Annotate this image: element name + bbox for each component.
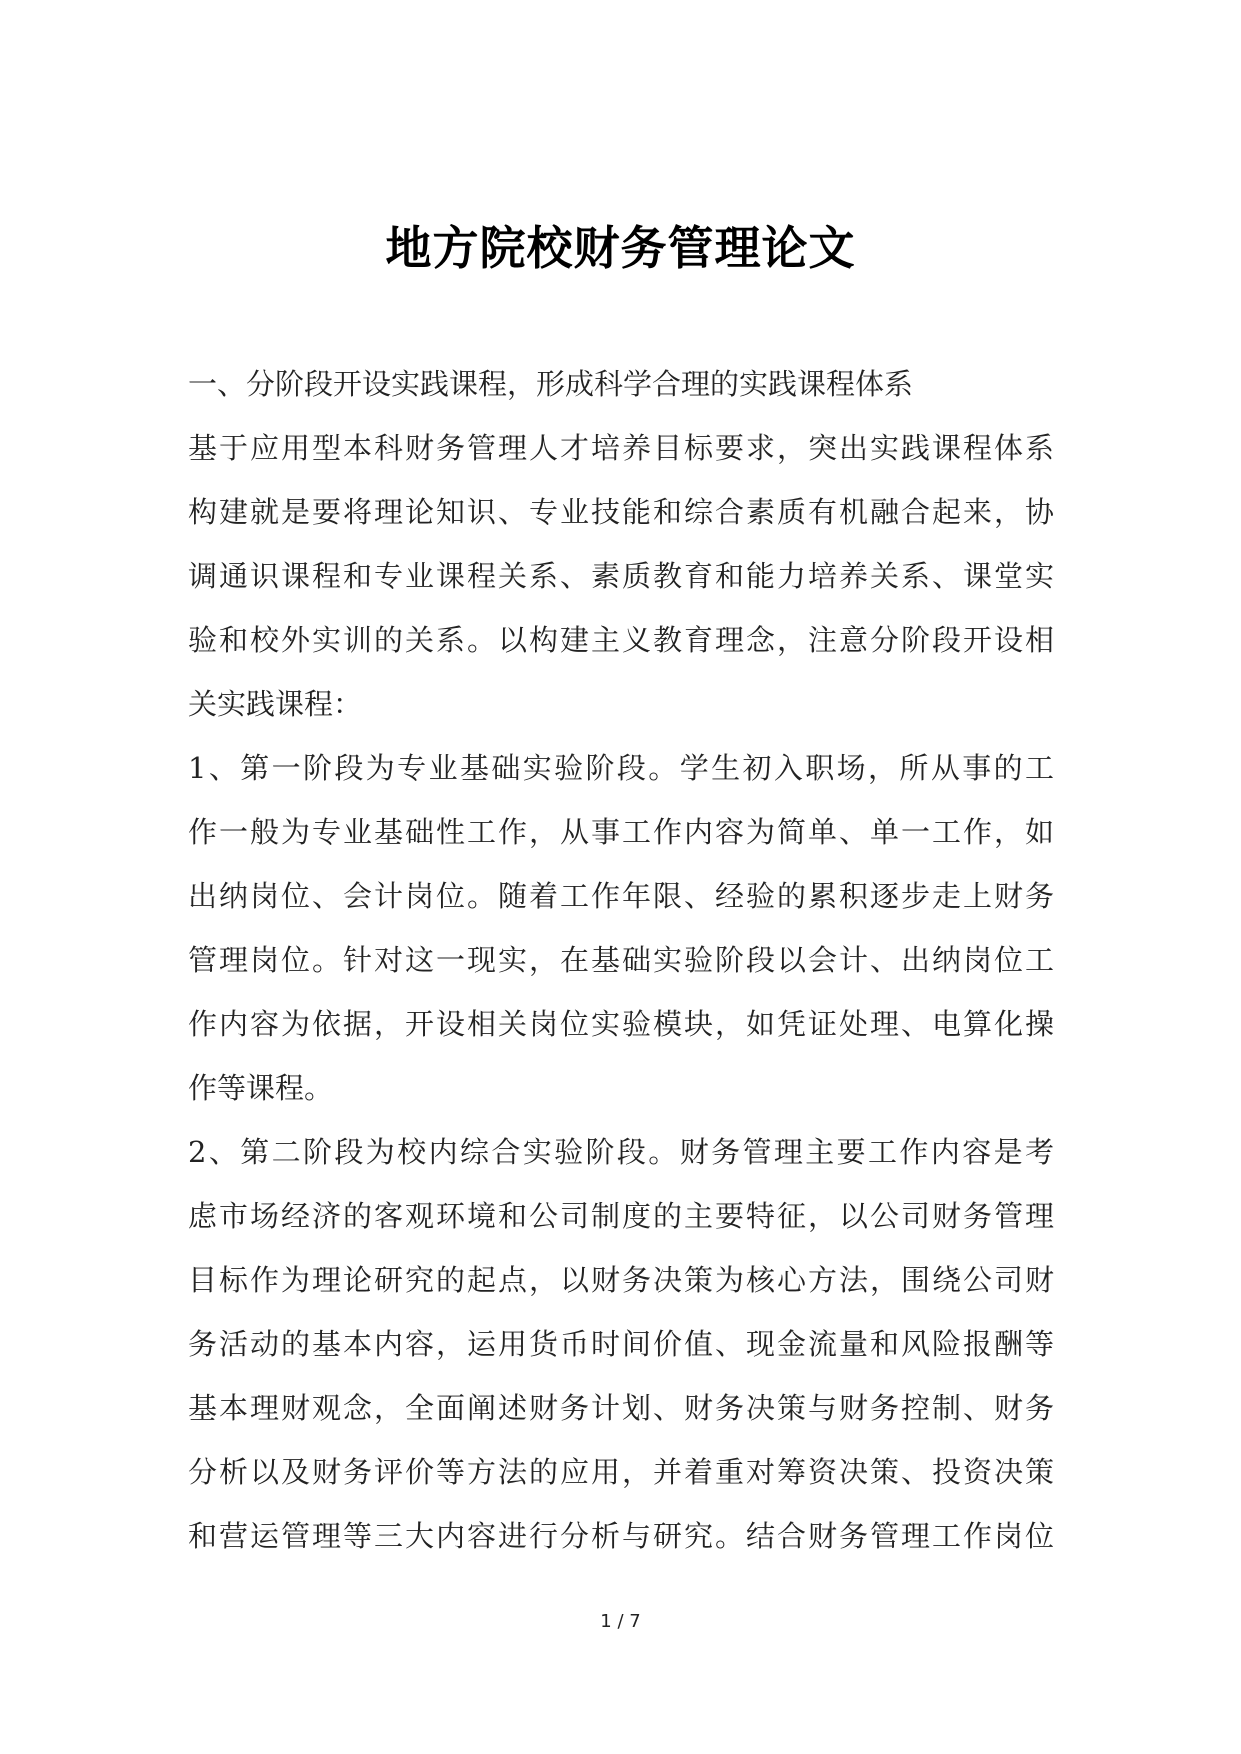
- body-line: 和营运管理等三大内容进行分析与研究。结合财务管理工作岗位: [188, 1519, 1054, 1553]
- body-line: 2、第二阶段为校内综合实验阶段。财务管理主要工作内容是考: [188, 1135, 1054, 1169]
- body-line: 关实践课程：: [188, 687, 363, 721]
- body-line: 分析以及财务评价等方法的应用，并着重对筹资决策、投资决策: [188, 1455, 1054, 1489]
- body-line: 构建就是要将理论知识、专业技能和综合素质有机融合起来，协: [188, 495, 1054, 529]
- body-line: 基于应用型本科财务管理人才培养目标要求，突出实践课程体系: [188, 431, 1054, 465]
- document-title: 地方院校财务管理论文: [385, 221, 856, 275]
- body-line: 作内容为依据，开设相关岗位实验模块，如凭证处理、电算化操: [188, 1007, 1054, 1041]
- body-line: 作等课程。: [188, 1071, 334, 1105]
- body-line: 基本理财观念，全面阐述财务计划、财务决策与财务控制、财务: [188, 1391, 1054, 1425]
- body-line: 目标作为理论研究的起点，以财务决策为核心方法，围绕公司财: [188, 1263, 1054, 1297]
- document-body: [188, 352, 1054, 1568]
- section-heading: 一、分阶段开设实践课程，形成科学合理的实践课程体系: [188, 367, 914, 401]
- body-line: 虑市场经济的客观环境和公司制度的主要特征，以公司财务管理: [188, 1199, 1054, 1233]
- body-line: 1、第一阶段为专业基础实验阶段。学生初入职场，所从事的工: [188, 751, 1054, 785]
- body-line: 调通识课程和专业课程关系、素质教育和能力培养关系、课堂实: [188, 559, 1054, 593]
- body-line: 作一般为专业基础性工作，从事工作内容为简单、单一工作，如: [188, 815, 1054, 849]
- page-number: 1 / 7: [600, 1611, 641, 1632]
- body-line: 验和校外实训的关系。以构建主义教育理念，注意分阶段开设相: [188, 623, 1054, 657]
- body-line: 务活动的基本内容，运用货币时间价值、现金流量和风险报酬等: [188, 1327, 1054, 1361]
- body-line: 出纳岗位、会计岗位。随着工作年限、经验的累积逐步走上财务: [188, 879, 1054, 913]
- body-line: 管理岗位。针对这一现实，在基础实验阶段以会计、出纳岗位工: [188, 943, 1054, 977]
